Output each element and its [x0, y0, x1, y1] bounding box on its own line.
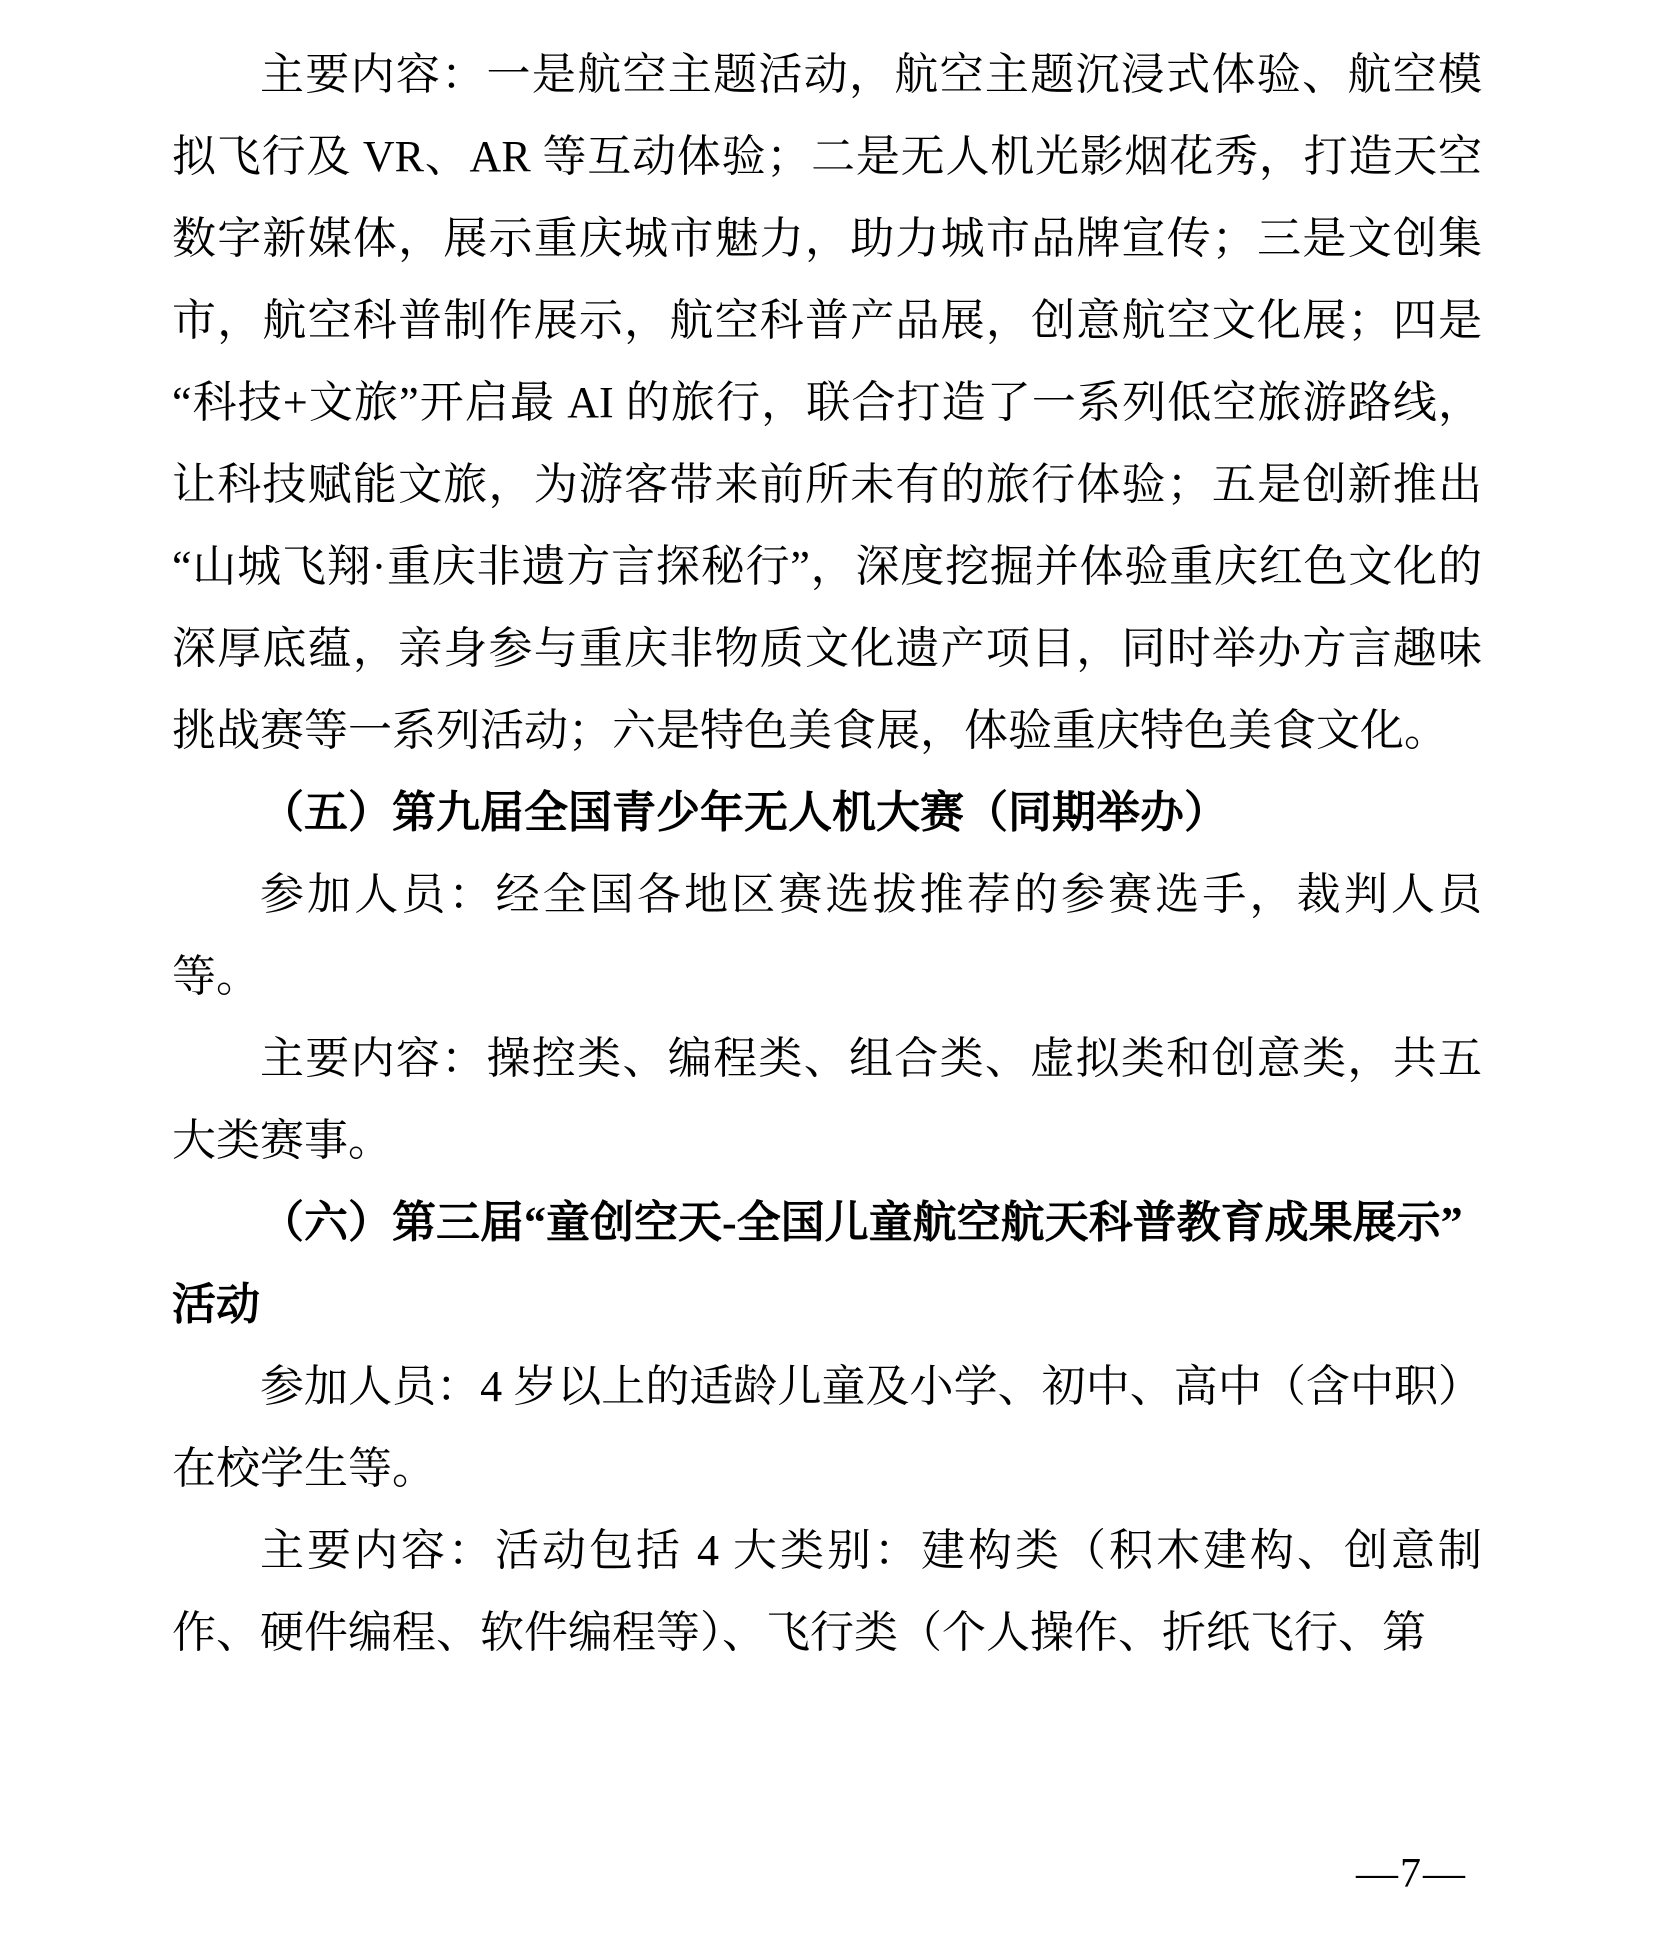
body-paragraph-main-content-4: 主要内容：一是航空主题活动，航空主题沉浸式体验、航空模拟飞行及 VR、AR 等互动体验；二是无人机光影烟花秀，打造天空数字新媒体，展示重庆城市魅力，助力城市品牌宣传；三是文创集市，航空科普制作展示，航空科普产品展，创意航空文化展；四是“科技+文旅”开启最 AI 的旅行，联合打造了一系列低空旅游路线，让科技赋能文旅，为游客带来前所未有的旅行体验；五是创新推出“山城飞翔·重庆非遗方言探秘行”，深度挖掘并体验重庆红色文化的深厚底蕴，亲身参与重庆非物质文化遗产项目，同时举办方言趣味挑战赛等一系列活动；六是特色美食展，体验重庆特色美食文化。 [172, 50, 1482, 755]
body-paragraph-main-content-5: 主要内容：操控类、编程类、组合类、虚拟类和创意类，共五大类赛事。 [172, 1034, 1482, 1165]
document-body [172, 34, 1482, 1674]
section-heading-5: （五）第九届全国青少年无人机大赛（同期举办） [260, 788, 1228, 837]
body-paragraph-participants-5: 参加人员：经全国各地区赛选拔推荐的参赛选手，裁判人员等。 [172, 870, 1482, 1001]
page-number: —7— [1356, 1851, 1467, 1897]
body-paragraph-main-content-6: 主要内容：活动包括 4 大类别：建构类（积木建构、创意制作、硬件编程、软件编程等）、飞行类（个人操作、折纸飞行、第 [172, 1526, 1482, 1657]
body-paragraph-participants-6: 参加人员：4 岁以上的适龄儿童及小学、初中、高中（含中职）在校学生等。 [172, 1362, 1482, 1493]
section-heading-6: （六）第三届“童创空天-全国儿童航空航天科普教育成果展示”活动 [172, 1198, 1463, 1329]
